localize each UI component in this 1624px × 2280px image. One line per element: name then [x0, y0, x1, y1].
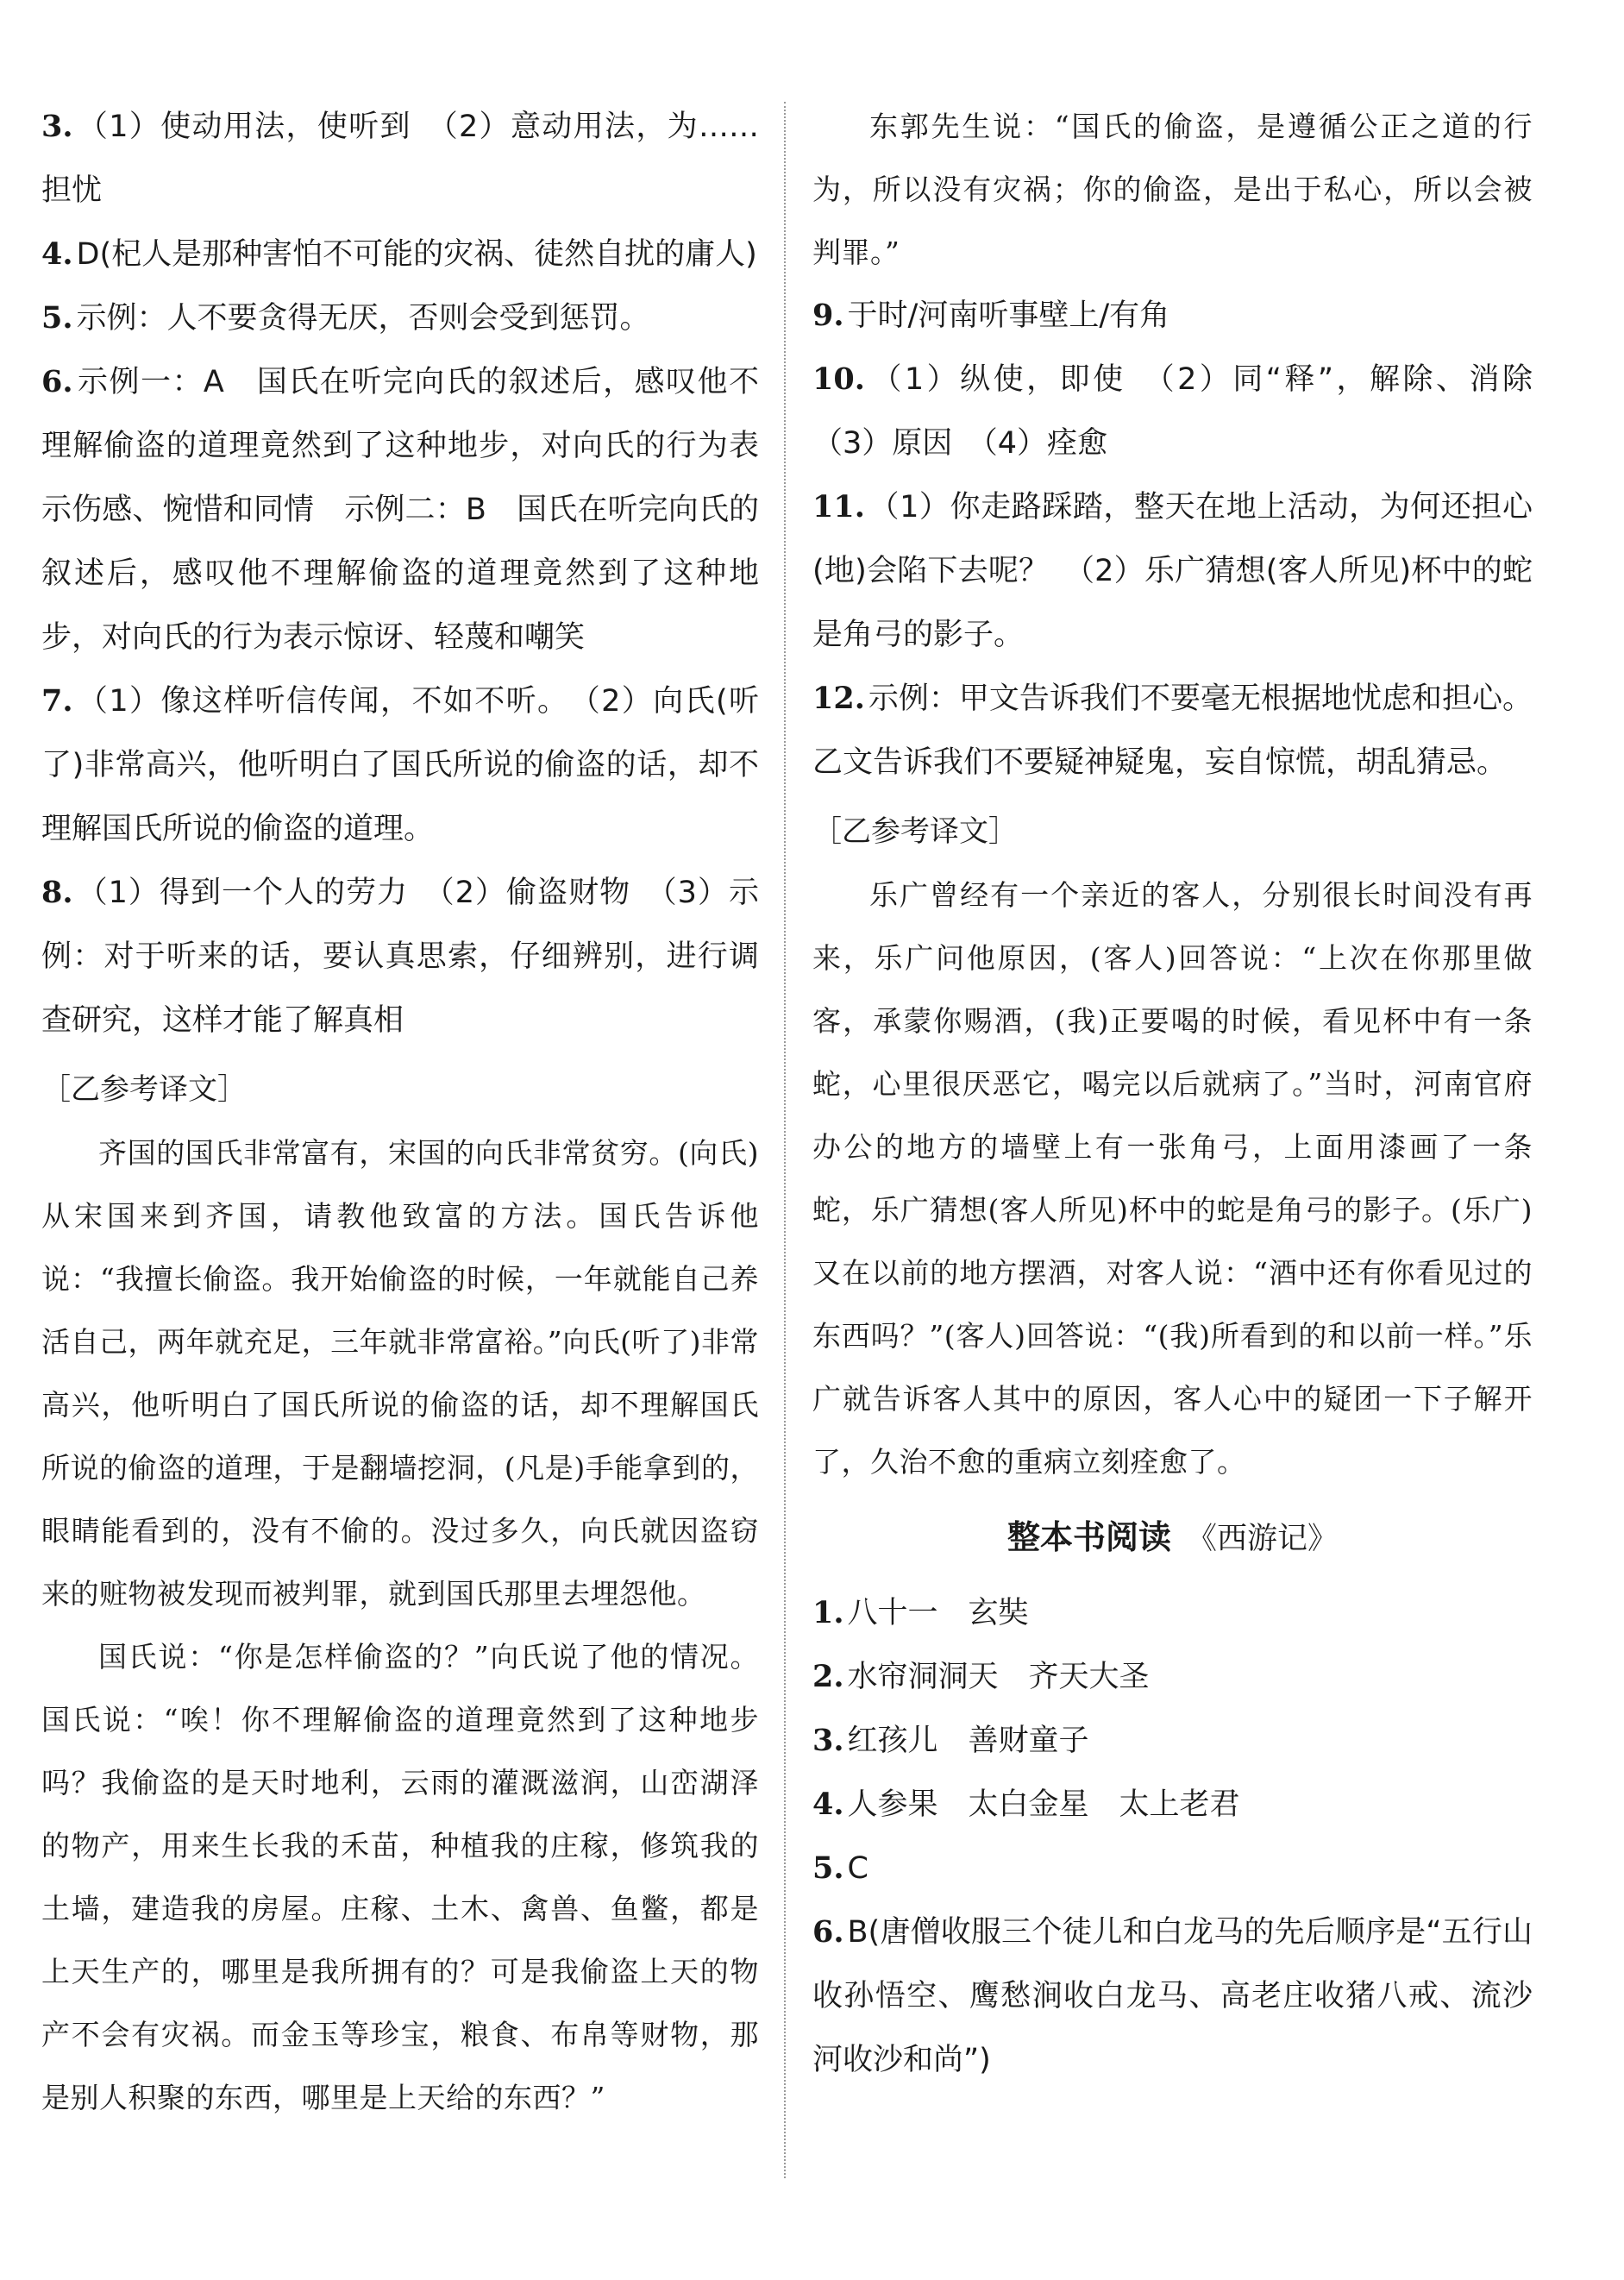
answer-text: C: [847, 1851, 868, 1886]
answer-text: 八十一 玄奘: [847, 1596, 1029, 1630]
answer-text: （1）像这样听信传闻，不如不听。 （2）向氏(听了)非常高兴，他听明白了国氏所说的偷盗的话，却不理解国氏所说的偷盗的道理。: [41, 684, 759, 846]
answer-item: [812, 1773, 1533, 1837]
answer-item: [41, 669, 759, 861]
answer-number: 1.: [812, 1595, 844, 1630]
answer-item: [41, 350, 759, 669]
answer-text: （1）使动用法，使听到 （2）意动用法，为……担忧: [41, 110, 759, 208]
translation-paragraph: 乐广曾经有一个亲近的客人，分别很长时间没有再来，乐广问他原因，(客人)回答说：“上次在你那里做客，承蒙你赐酒，(我)正要喝的时候，看见杯中有一条蛇，心里很厌恶它，喝完以后就病了。”当时，河南官府办公的地方的墙壁上有一张角弓，上面用漆画了一条蛇，乐广猜想(客人所见)杯中的蛇是角弓的影子。(乐广)又在以前的地方摆酒，对客人说：“酒中还有你看见过的东西吗？”(客人)回答说：“(我)所看到的和以前一样。”乐广就告诉客人其中的原因，客人心中的疑团一下子解开了，久治不愈的重病立刻痊愈了。: [812, 878, 1533, 1479]
answer-number: 3.: [41, 109, 73, 144]
answer-text: D(杞人是那种害怕不可能的灾祸、徒然自扰的庸人): [76, 237, 757, 272]
section-title-main: 整本书阅读: [1006, 1518, 1171, 1556]
answer-text: B(唐僧收服三个徒儿和白龙马的先后顺序是“五行山收孙悟空、鹰愁涧收白龙马、高老庄收猪八戒、流沙河收沙和尚”): [812, 1915, 1533, 2077]
answer-number: 9.: [812, 298, 844, 333]
answer-item: [812, 1645, 1533, 1709]
answer-number: 6.: [812, 1914, 844, 1950]
section-title: [812, 1505, 1533, 1576]
answer-text: 红孩儿 善财童子: [847, 1724, 1089, 1758]
answer-item: [812, 1581, 1533, 1645]
answer-item: [812, 475, 1533, 667]
answer-item: [41, 861, 759, 1052]
translation-paragraph: 国氏说：“你是怎样偷盗的？”向氏说了他的情况。国氏说：“唉！你不理解偷盗的道理竟然到了这种地步吗？我偷盗的是天时地利，云雨的灌溉滋润，山峦湖泽的物产，用来生长我的禾苗，种植我的庄稼，修筑我的土墙，建造我的房屋。庄稼、土木、禽兽、鱼鳖，都是上天生产的，哪里是我所拥有的？可是我偷盗上天的物产不会有灾祸。而金玉等珍宝，粮食、布帛等财物，那是别人积聚的东西，哪里是上天给的东西？”: [41, 1640, 759, 2114]
answer-number: 6.: [41, 364, 73, 399]
answer-number: 8.: [41, 875, 73, 910]
column-divider: [784, 102, 786, 2178]
answer-number: 5.: [812, 1850, 844, 1886]
translation-paragraph: 齐国的国氏非常富有，宋国的向氏非常贫穷。(向氏)从宋国来到齐国，请教他致富的方法。国氏告诉他说：“我擅长偷盗。我开始偷盗的时候，一年就能自己养活自己，两年就充足，三年就非常富裕。”向氏(听了)非常高兴，他听明白了国氏所说的偷盗的话，却不理解国氏所说的偷盗的道理，于是翻墙挖洞，(凡是)手能拿到的，眼睛能看到的，没有不偷的。没过多久，向氏就因盗窃来的赃物被发现而被判罪，就到国氏那里去埋怨他。: [41, 1136, 759, 1611]
answer-item: [812, 284, 1533, 348]
answer-number: 5.: [41, 300, 73, 336]
translation-paragraph-continued: 东郭先生说：“国氏的偷盗，是遵循公正之道的行为，所以没有灾祸；你的偷盗，是出于私心，所以会被判罪。”: [812, 110, 1533, 269]
answer-text: 于时/河南听事壁上/有角: [847, 298, 1170, 333]
answer-number: 4.: [41, 236, 73, 272]
answer-text: 示例：人不要贪得无厌，否则会受到惩罚。: [76, 301, 650, 336]
answer-text: （1）你走路踩踏，整天在地上活动，为何还担心(地)会陷下去呢？ （2）乐广猜想(客人所见)杯中的蛇是角弓的影子。: [812, 490, 1533, 652]
answer-text: 人参果 太白金星 太上老君: [847, 1787, 1240, 1822]
translation-heading: ［乙参考译文］: [812, 814, 1018, 849]
answer-text: 示例：甲文告诉我们不要毫无根据地忧虑和担心。乙文告诉我们不要疑神疑鬼，妄自惊慌，胡乱猜忌。: [812, 681, 1533, 780]
right-column: [812, 95, 1564, 2092]
answer-number: 2.: [812, 1659, 844, 1694]
answer-number: 10.: [812, 361, 865, 397]
answer-item: [812, 1900, 1533, 2092]
answer-item: [41, 95, 759, 223]
translation-heading: ［乙参考译文］: [41, 1072, 247, 1107]
answer-item: [812, 1837, 1533, 1900]
answer-text: 水帘洞洞天 齐天大圣: [847, 1660, 1150, 1694]
answer-item: [812, 348, 1564, 475]
answer-number: 4.: [812, 1787, 844, 1822]
left-column: [41, 95, 759, 2129]
answer-number: 11.: [812, 489, 865, 524]
answer-number: 3.: [812, 1723, 844, 1758]
answer-number: 7.: [41, 683, 73, 719]
answer-item: [812, 1709, 1533, 1773]
answer-text: （1）得到一个人的劳力 （2）偷盗财物 （3）示例：对于听来的话，要认真思索，仔细辨别，进行调查研究，这样才能了解真相: [41, 876, 759, 1038]
answer-number: 12.: [812, 681, 865, 716]
answer-item: [41, 286, 759, 350]
answer-text: （1）纵使，即使 （2）同“释”，解除、消除 （3）原因 （4）痊愈: [812, 362, 1564, 461]
section-title-book: 《西游记》: [1187, 1522, 1339, 1556]
answer-item: [41, 223, 759, 286]
answer-text: 示例一：A 国氏在听完向氏的叙述后，感叹他不理解偷盗的道理竟然到了这种地步，对向氏的行为表示伤感、惋惜和同情 示例二：B 国氏在听完向氏的叙述后，感叹他不理解偷盗的道理竟然到了这种地步，对向氏的行为表示惊讶、轻蔑和嘲笑: [41, 365, 759, 655]
answer-item: [812, 667, 1533, 795]
